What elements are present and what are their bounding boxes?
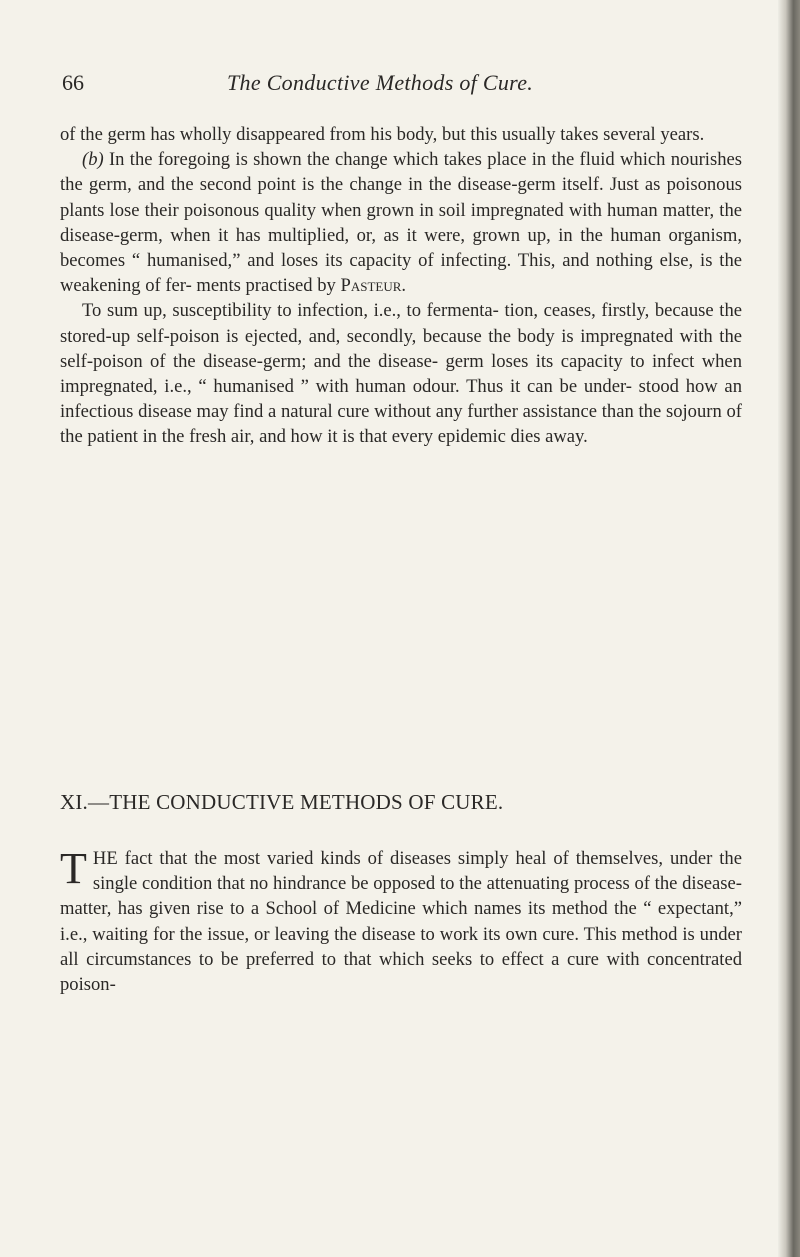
page-number: 66 [62, 70, 84, 95]
section-body [60, 846, 742, 997]
paragraph-3 [60, 298, 742, 449]
paragraph-1-text: of the germ has wholly disappeared from his body, but this usually takes several years. [60, 124, 705, 145]
page-edge-shadow [778, 0, 800, 1257]
paragraph-2 [60, 147, 742, 298]
paragraph-2-label: (b) [82, 149, 104, 171]
paragraph-3-text: To sum up, susceptibility to infection, i.e., to fermenta- tion, ceases, firstly, because the stored-up self-poison is ejected, and, secondly, because the body is impregnated with the self-poison of the disease-germ; and the disease- germ loses its capacity to infect when impregnated, i.e., “ humanised ” with human odour. Thus it can be under- stood how an infectious disease may find a natural cure without any further assistance than the sojourn of the patient in the fresh air, and how it is that every epidemic dies away. [60, 300, 742, 448]
body-text [60, 122, 742, 450]
paragraph-2-text: In the foregoing is shown the change which takes place in the fluid which nourishes the germ, and the second point is the change in the disease-germ itself. Just as poisonous plants lose their poisonous quality when grown in soil impregnated with human matter, the disease-germ, when it has multiplied, or, as it were, grown up, in the human organism, becomes “ humanised,” and loses its capacity of infecting. This, and nothing else, is the weakening of fer- ments practised by [60, 149, 742, 297]
running-title: The Conductive Methods of Cure. [227, 70, 534, 95]
drop-cap: T [60, 844, 87, 893]
running-head [62, 70, 682, 100]
paragraph-1 [60, 122, 742, 147]
author-name: Pasteur. [340, 275, 407, 297]
section-text: fact that the most varied kinds of diseases simply heal of themselves, under the single condition that no hindrance be opposed to the attenuating process of the disease-matter, has given rise to a School of Medicine which names its method the “ expectant,” i.e., waiting for the issue, or leaving the disease to work its own cure. This method is under all circumstances to be preferred to that which seeks to effect a cure with concentrated poison- [60, 848, 742, 996]
section-heading: XI.—THE CONDUCTIVE METHODS OF CURE. [60, 790, 504, 814]
section-first-word-rest: HE [92, 848, 118, 869]
